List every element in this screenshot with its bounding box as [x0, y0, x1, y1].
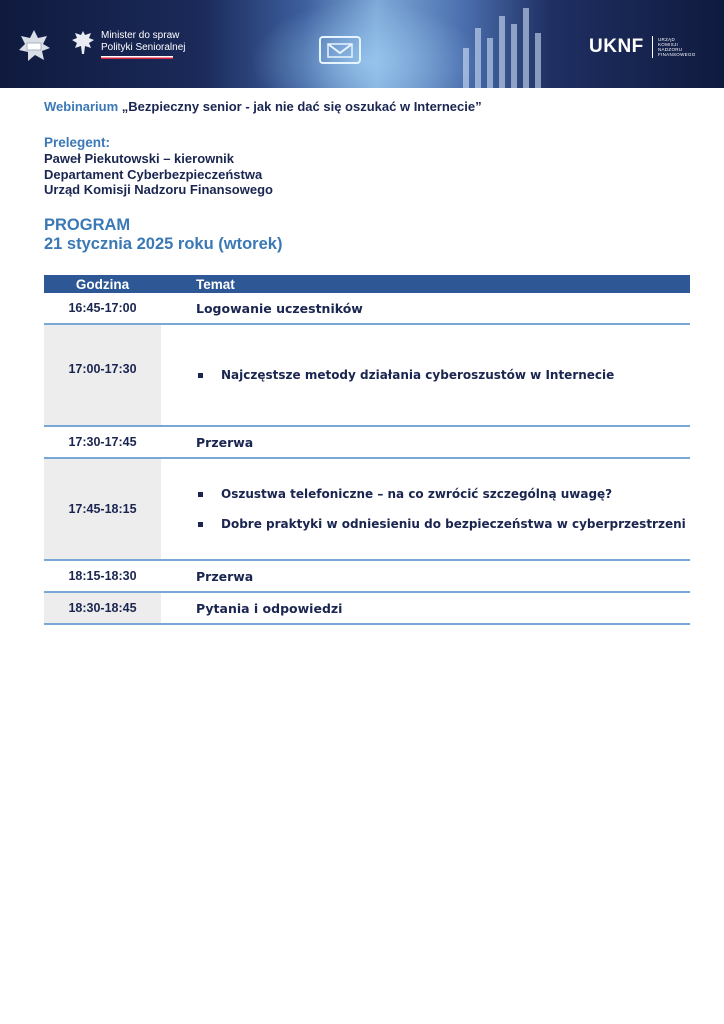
- uknf-word-2: KOMISJI: [658, 42, 679, 47]
- row-topic: Logowanie uczestników: [196, 300, 363, 316]
- table-row: [44, 459, 690, 561]
- table-row: [44, 593, 690, 625]
- eagle-emblem-icon: [70, 28, 96, 60]
- table-header: [44, 275, 690, 293]
- table-row: [44, 561, 690, 593]
- bullet-text: Dobre praktyki w odniesieniu do bezpieczeństwa w cyberprzestrzeni: [221, 517, 686, 531]
- banner-data-bars: [455, 8, 555, 88]
- uknf-word-4: FINANSOWEGO: [658, 52, 696, 57]
- table-row: [44, 293, 690, 325]
- table-row: [44, 325, 690, 427]
- row-topic-cell: [161, 593, 690, 623]
- row-topic: Pytania i odpowiedzi: [196, 600, 343, 616]
- prelegent-label: Prelegent:: [44, 135, 111, 150]
- minister-line-2: Polityki Senioralnej: [101, 42, 186, 53]
- row-topic-cell: [161, 459, 690, 559]
- uknf-word-1: URZĄD: [658, 37, 675, 42]
- minister-caption: [101, 30, 186, 54]
- speaker-line: Departament Cyberbezpieczeństwa: [44, 166, 263, 182]
- program-label: PROGRAM: [44, 216, 131, 234]
- row-topic-cell: [161, 293, 690, 323]
- program-table: [44, 275, 690, 625]
- bullet-text: Oszustwa telefoniczne – na co zwrócić szczególną uwagę?: [221, 487, 613, 501]
- column-header-time: Godzina: [75, 276, 130, 292]
- program-date: 21 stycznia 2025 roku (wtorek): [44, 235, 283, 253]
- row-topic-cell: [161, 427, 690, 457]
- row-topic: Przerwa: [196, 434, 254, 450]
- topic-bullet: [198, 487, 690, 501]
- webinar-name: „Bezpieczny senior - jak nie dać się oszukać w Internecie”: [121, 99, 482, 114]
- uknf-logo: UKNF: [589, 36, 644, 57]
- row-time: 18:30-18:45: [44, 593, 161, 623]
- speaker-line: Paweł Piekutowski – kierownik: [44, 151, 235, 166]
- bullet-square-icon: [198, 373, 203, 378]
- topic-bullet: [198, 368, 690, 382]
- minister-line-1: Minister do spraw: [101, 30, 180, 41]
- uknf-divider: [652, 36, 653, 58]
- bullet-square-icon: [198, 522, 203, 527]
- topic-bullet: [198, 517, 690, 531]
- program-heading: [44, 216, 282, 254]
- bullet-text: Najczęstsze metody działania cyberoszustów w Internecie: [221, 368, 615, 382]
- row-topic-cell: [161, 561, 690, 591]
- row-time: 17:30-17:45: [68, 435, 137, 449]
- banner-glow: [250, 0, 480, 88]
- row-time: 18:15-18:30: [68, 569, 137, 583]
- speaker-line: Urząd Komisji Nadzoru Finansowego: [44, 182, 273, 197]
- uknf-word-3: NADZORU: [658, 47, 683, 52]
- row-topic-cell: [161, 325, 690, 425]
- uknf-fullname: [658, 37, 696, 57]
- header-banner: [0, 0, 724, 88]
- row-time: 17:00-17:30: [44, 325, 161, 425]
- bullet-square-icon: [198, 492, 203, 497]
- column-header-topic: Temat: [196, 276, 235, 292]
- row-time: 17:45-18:15: [44, 459, 161, 559]
- row-topic: Przerwa: [196, 568, 254, 584]
- polish-flag-stripe: [101, 56, 173, 59]
- webinar-label: Webinarium: [44, 99, 119, 114]
- table-row: [44, 427, 690, 459]
- police-badge-icon: [16, 28, 52, 64]
- speaker-info: [44, 151, 273, 198]
- row-time: 16:45-17:00: [68, 301, 137, 315]
- webinar-title: [44, 99, 482, 114]
- email-screen-icon: [318, 35, 362, 65]
